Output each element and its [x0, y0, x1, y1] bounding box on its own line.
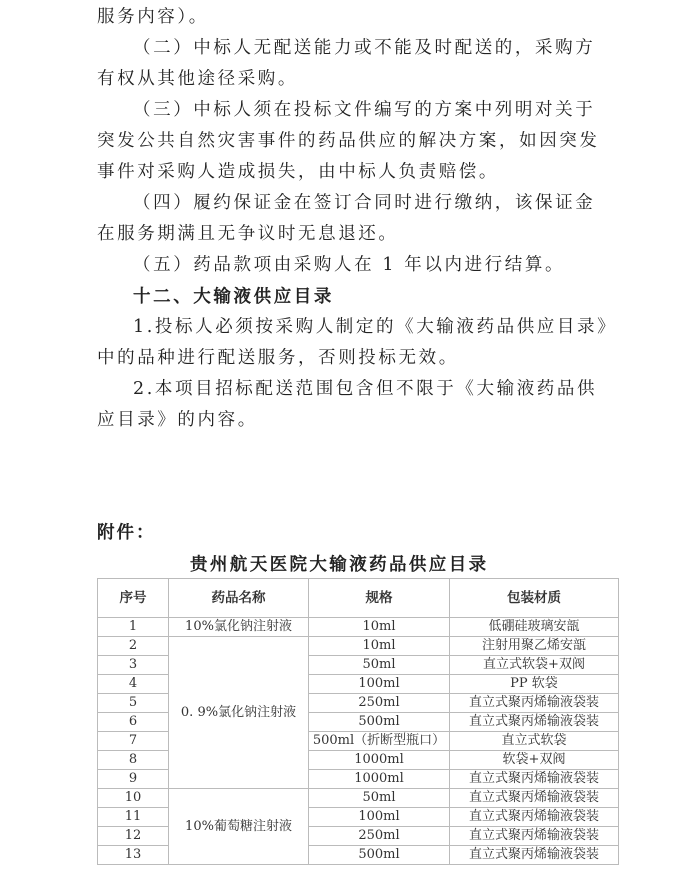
specification: 100ml [309, 808, 450, 827]
row-number: 6 [98, 713, 169, 732]
packaging-material: 直立式软袋+双阀 [450, 656, 619, 675]
packaging-material: 直立式聚丙烯输液袋装 [450, 789, 619, 808]
drug-name: 10%氯化钠注射液 [169, 618, 309, 637]
specification: 50ml [309, 656, 450, 675]
row-number: 12 [98, 827, 169, 846]
row-number: 2 [98, 637, 169, 656]
row-number: 1 [98, 618, 169, 637]
attachment-label: 附件： [97, 523, 156, 543]
paragraph: 服务内容）。 [97, 7, 209, 27]
paragraph: （四）履约保证金在签订合同时进行缴纳，该保证金在服务期满且无争议时无息退还。 [97, 193, 596, 244]
packaging-material: 软袋+双阀 [450, 751, 619, 770]
paragraph: （三）中标人须在投标文件编写的方案中列明对关于突发公共自然灾害事件的药品供应的解决方案，如因突发事件对采购人造成损失，由中标人负责赔偿。 [97, 100, 600, 182]
supply-catalog-table [97, 578, 619, 865]
table-header-row [98, 579, 619, 618]
header-cell: 药品名称 [169, 579, 309, 618]
packaging-material: 注射用聚乙烯安瓿 [450, 637, 619, 656]
table-row [98, 637, 619, 656]
list-item: 2.本项目招标配送范围包含但不限于《大输液药品供应目录》的内容。 [97, 379, 598, 430]
packaging-material: 直立式聚丙烯输液袋装 [450, 808, 619, 827]
row-number: 3 [98, 656, 169, 675]
paragraph: （五）药品款项由采购人在 1 年以内进行结算。 [133, 255, 566, 275]
packaging-material: 直立式聚丙烯输液袋装 [450, 713, 619, 732]
packaging-material: 直立式聚丙烯输液袋装 [450, 827, 619, 846]
row-number: 5 [98, 694, 169, 713]
specification: 500ml（折断型瓶口） [309, 732, 450, 751]
specification: 250ml [309, 694, 450, 713]
specification: 1000ml [309, 770, 450, 789]
specification: 10ml [309, 637, 450, 656]
list-item: 1.投标人必须按采购人制定的《大输液药品供应目录》中的品种进行配送服务，否则投标无效。 [97, 317, 609, 368]
row-number: 4 [98, 675, 169, 694]
header-cell: 序号 [98, 579, 169, 618]
row-number: 13 [98, 846, 169, 865]
packaging-material: PP 软袋 [450, 675, 619, 694]
table-title: 贵州航天医院大输液药品供应目录 [190, 555, 489, 575]
row-number: 8 [98, 751, 169, 770]
section-heading: 十二、大输液供应目录 [133, 287, 334, 307]
packaging-material: 直立式软袋 [450, 732, 619, 751]
row-number: 7 [98, 732, 169, 751]
specification: 1000ml [309, 751, 450, 770]
packaging-material: 低硼硅玻璃安瓿 [450, 618, 619, 637]
row-number: 11 [98, 808, 169, 827]
table-row [98, 618, 619, 637]
specification: 500ml [309, 713, 450, 732]
packaging-material: 直立式聚丙烯输液袋装 [450, 694, 619, 713]
paragraph: （二）中标人无配送能力或不能及时配送的，采购方有权从其他途径采购。 [97, 38, 596, 89]
drug-name: 0. 9%氯化钠注射液 [169, 637, 309, 789]
table-row [98, 789, 619, 808]
packaging-material: 直立式聚丙烯输液袋装 [450, 846, 619, 865]
row-number: 10 [98, 789, 169, 808]
specification: 50ml [309, 789, 450, 808]
packaging-material: 直立式聚丙烯输液袋装 [450, 770, 619, 789]
specification: 100ml [309, 675, 450, 694]
specification: 10ml [309, 618, 450, 637]
row-number: 9 [98, 770, 169, 789]
specification: 500ml [309, 846, 450, 865]
header-cell: 规格 [309, 579, 450, 618]
drug-name: 10%葡萄糖注射液 [169, 789, 309, 865]
header-cell: 包装材质 [450, 579, 619, 618]
specification: 250ml [309, 827, 450, 846]
